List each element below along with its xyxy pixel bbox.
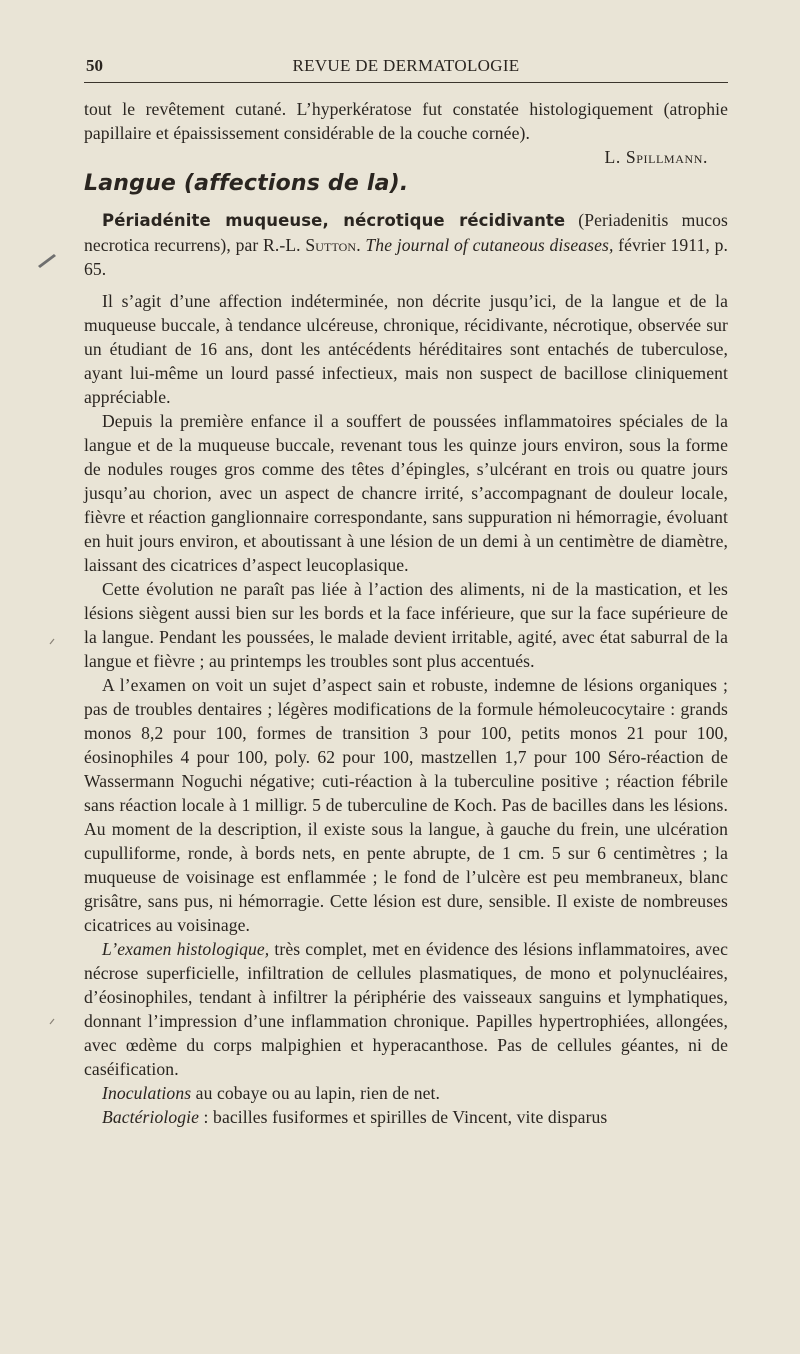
bacteriology-paragraph (84, 1105, 728, 1129)
journal-title: REVUE DE DERMATOLOGIE (292, 56, 520, 75)
article-author: R.-L. Sutton. (263, 235, 361, 255)
margin-pencil-mark-icon (34, 246, 60, 272)
bacteriology-label: Bactériologie (102, 1107, 200, 1127)
article-title: Périadénite muqueuse, nécrotique récidivante (102, 211, 566, 230)
continuation-paragraph: tout le revêtement cutané. L’hyperkératose fut constatée histologiquement (atrophie papillaire et épaississement considérable de la couche cornée). (84, 99, 728, 143)
inoculations-label: Inoculations (102, 1083, 192, 1103)
margin-tick-icon (48, 1018, 56, 1026)
section-title: Langue (affections de la). (84, 171, 409, 196)
page-number: 50 (86, 56, 103, 75)
date-reference: février 1911, p. 65. (84, 235, 728, 279)
article-latin-title: (Periadenitis mucos necrotica recurrens), par (84, 210, 729, 255)
inoculations-paragraph (84, 1081, 728, 1105)
histology-paragraph (84, 937, 728, 1081)
body-paragraph: Depuis la première enfance il a souffert de poussées inflammatoires spéciales de la langue et de la muqueuse buccale, revenant tous les quinze jours environ, sous la forme de nodules rouges gros comme des têtes d’épingles, s’ulcérant en trois ou quatre jours jusqu’au chorion, avec un aspect de chancre irrité, s’accompagnant de douleur locale, fièvre et réaction ganglionnaire correspondante, sans suppuration ni hémorragie, évoluant en huit jours environ, et aboutissant à une lésion de un demi à un centimètre de diamètre, laissant des cicatrices d’aspect leucoplasique. (84, 411, 728, 575)
article-heading (84, 208, 728, 281)
inoculations-text: au cobaye ou au lapin, rien de net. (191, 1083, 441, 1103)
histology-label: L’examen histologique, (102, 939, 270, 959)
running-head (84, 52, 728, 83)
journal-reference: The journal of cutaneous diseases, (365, 235, 614, 255)
bacteriology-text: : bacilles fusiformes et spirilles de Vincent, vite disparus (199, 1107, 608, 1127)
margin-tick-icon (48, 638, 56, 646)
body-paragraph: Il s’agit d’une affection indéterminée, non décrite jusqu’ici, de la langue et de la muqueuse buccale, à tendance ulcéreuse, chronique, récidivante, nécrotique, observée sur un étudiant de 16 ans, dont les antécédents héréditaires sont entachés de tuberculose, ayant lui-même un lourd passé infectieux, mais non suspect de bacillose cliniquement appréciable. (84, 291, 728, 407)
body-paragraph: Cette évolution ne paraît pas liée à l’action des aliments, ni de la mastication, et les lésions siègent aussi bien sur les bords et la face inférieure, que sur la face supérieure de la langue. Pendant les poussées, le malade devient irritable, agité, avec état saburral de la langue et fièvre ; au printemps les troubles sont plus accentués. (84, 579, 728, 671)
histology-text: très complet, met en évidence des lésions inflammatoires, avec nécrose superficielle, infiltration de cellules plasmatiques, de mono et polynucléaires, d’éosinophiles, tendant à infiltrer la périphérie des vaisseaux sanguins et lymphatiques, donnant l’impression d’une inflammation chronique. Papilles hypertrophiées, allongées, avec œdème du corps malpighien et hyperacanthose. Pas de cellules géantes, ni de caséification. (84, 939, 729, 1079)
body-paragraph: A l’examen on voit un sujet d’aspect sain et robuste, indemne de lésions organiques ; pas de troubles dentaires ; légères modifications de la formule hémoleucocytaire : grands monos 8,2 pour 100, formes de transition 3 pour 100, petits monos 21 pour 100, éosinophiles 4 pour 100, poly. 62 pour 100, mastzellen 1,7 pour 100 Séro-réaction de Wassermann Noguchi négative; cuti-réaction à la tuberculine positive ; réaction fébrile sans réaction locale à 1 milligr. 5 de tuberculine de Koch. Pas de bacilles dans les lésions. Au moment de la description, il existe sous la langue, à gauche du frein, une ulcération cupulliforme, ronde, à bords nets, en pente abrupte, de 1 cm. 5 sur 6 centimètres ; la muqueuse de voisinage est enflammée ; le fond de l’ulcère est peu membraneux, blanc grisâtre, sans pus, ni hémorragie. Cette lésion est dure, sensible. Il existe de nombreuses cicatrices au voisinage. (84, 675, 728, 935)
author-signature: L. Spillmann. (604, 147, 708, 167)
